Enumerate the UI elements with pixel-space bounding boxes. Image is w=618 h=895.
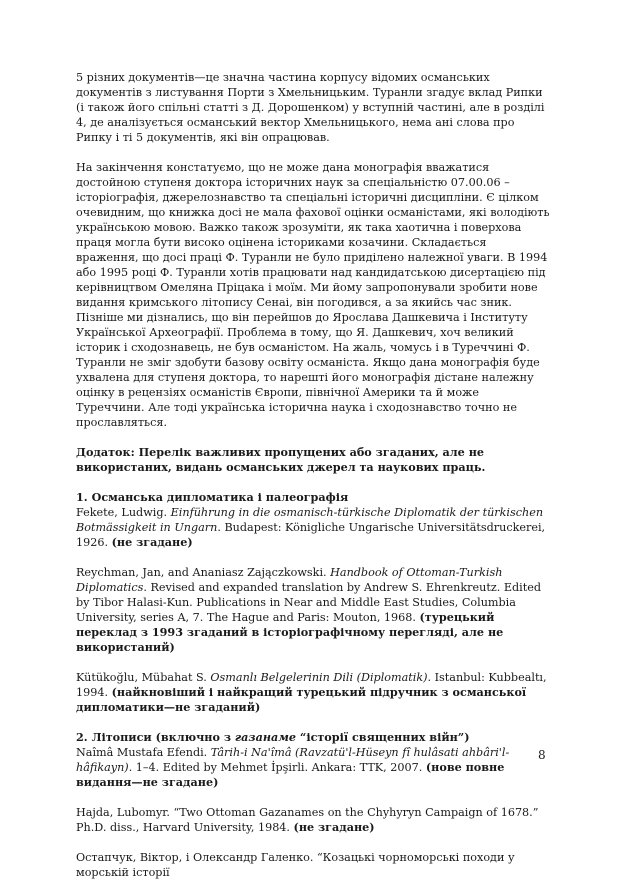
kutukoglu-note: (найкновіший і найкращий турецький підручник з османської дипломатики—не згаданий) bbox=[76, 685, 527, 714]
kutukoglu-title: Osmanlı Belgelerinin Dili (Diplomatik) bbox=[210, 671, 428, 684]
naima-publication: . 1–4. Edited by Mehmet İpşirli. Ankara: TTK, 2007. bbox=[128, 761, 426, 774]
reychman-title: Handbook of Ottoman-Turkish Diplomatics bbox=[76, 566, 503, 594]
naima-note: (нове повне видання—не згадане) bbox=[76, 760, 505, 789]
kutukoglu-author: Kütükoğlu, Mübahat S. bbox=[76, 671, 211, 684]
bib-entry-hajda bbox=[76, 805, 550, 835]
section-heading-chronicles-b: газанаме bbox=[234, 730, 296, 744]
section-heading-chronicles-c: “історії священних війн”) bbox=[295, 730, 470, 744]
bib-entry-ostapchuk: Остапчук, Віктор, і Олександр Галенко. “Козацькі чорноморські походи у морській історії bbox=[76, 851, 515, 879]
document-page bbox=[76, 70, 550, 895]
hajda-text: Hajda, Lubomyr. “Two Ottoman Gazanames on the Chyhyryn Campaign of 1678.” Ph.D. diss., Harvard University, 1984. bbox=[76, 806, 539, 834]
kutukoglu-publication: . Istanbul: Kubbealtı, 1994. bbox=[76, 671, 547, 699]
naima-author: Naîmâ Mustafa Efendi. bbox=[76, 746, 211, 759]
appendix-heading: Додаток: Перелік важливих пропущених або згаданих, але не використаних, видань османських джерел та наукових праць. bbox=[76, 445, 486, 474]
fekete-note: (не згадане) bbox=[111, 535, 193, 549]
fekete-publication: . Budapest: Königliche Ungarische Universitätsdruckerei, 1926. bbox=[76, 521, 546, 549]
fekete-title: Einführung in die osmanisch-türkische Diplomatik der türkischen Botmässigkeit in Ungarn bbox=[76, 506, 544, 534]
naima-title: Târih-i Na'îmâ (Ravzatü'l-Hüseyn fî hulâsati ahbâri'l-hâfikayn) bbox=[76, 746, 510, 774]
reychman-note: (турецький переклад з 1993 згаданий в історіографічному перегляді, але не використаний) bbox=[76, 610, 504, 654]
bib-entry-reychman bbox=[76, 565, 550, 655]
bib-entry-kutukoglu bbox=[76, 670, 550, 715]
bib-entry-fekete bbox=[76, 490, 550, 550]
reychman-author: Reychman, Jan, and Ananiasz Zajączkowski. bbox=[76, 566, 331, 579]
fekete-author: Fekete, Ludwig. bbox=[76, 506, 171, 519]
paragraph-conclusion: На закінчення констатуємо, що не може дана монографія вважатися достойною ступеня доктора історичних наук за спеціальністю 07.00.06 – історіографія, джерелознавство та спеціальні історичні дисципліни. Є цілком очевидним, що книжка досі не мала фахової оцінки османістами, які володіють українською мовою. Важко також зрозуміти, як така хаотична і поверхова праця могла бути високо оцінена історикaми козачини. Складається враження, що досі праці Ф. Туранли не було приділено належної уваги. В 1994 або 1995 році Ф. Туранли хотів працювати над кандидатською дисертацією під керівництвом Омеляна Пріцака і моїм. Ми йому запропонували зробити нове видання кримського літопису Сенаі, він погодився, а за якийсь час зник. Пізніше ми дізнались, що він перейшов до Ярослава Дашкевича і Інституту Української Археографії. Проблема в тому, що Я. Дашкевич, хоч великий історик і сходознавець, не був османістом. На жаль, чомусь і в Туреччині Ф. Туранли не зміг здобути базову освіту османіста. Якщо дана монографія буде ухвалена для ступеня доктора, то нарешті його монографія дістане належну оцінку в рецензіях османістів Європи, північної Америки та й може Туреччини. Але тоді українська історична наука і сходознавство точно не прославляться. bbox=[76, 161, 550, 429]
bib-entry-naima bbox=[76, 730, 550, 790]
page-number: 8 bbox=[538, 748, 546, 762]
reychman-publication: . Revised and expanded translation by Andrew S. Ehrenkreutz. Edited by Tibor Halasi-Kun. Publications in Near and Middle East Studies, Columbia University, series A, 7. The Hague and Paris: Mouton, 1968. bbox=[76, 581, 542, 624]
section-heading-diplomatics: 1. Османська дипломатика і палеографія bbox=[76, 490, 349, 504]
paragraph-ripka: 5 різних документів—це значна частина корпусу відомих османських документів з листування Порти з Хмельницьким. Туранли згадує вклад Рипки (і також його спільні статті з Д. Дорошенком) у вступній частині, але в розділі 4, де аналізується османський вектор Хмельницького, нема ані слова про Рипку і ті 5 документів, які він опрацював. bbox=[76, 71, 545, 144]
hajda-note: (не згадане) bbox=[293, 820, 375, 834]
section-heading-chronicles-a: 2. Літописи (включно з bbox=[76, 730, 235, 744]
